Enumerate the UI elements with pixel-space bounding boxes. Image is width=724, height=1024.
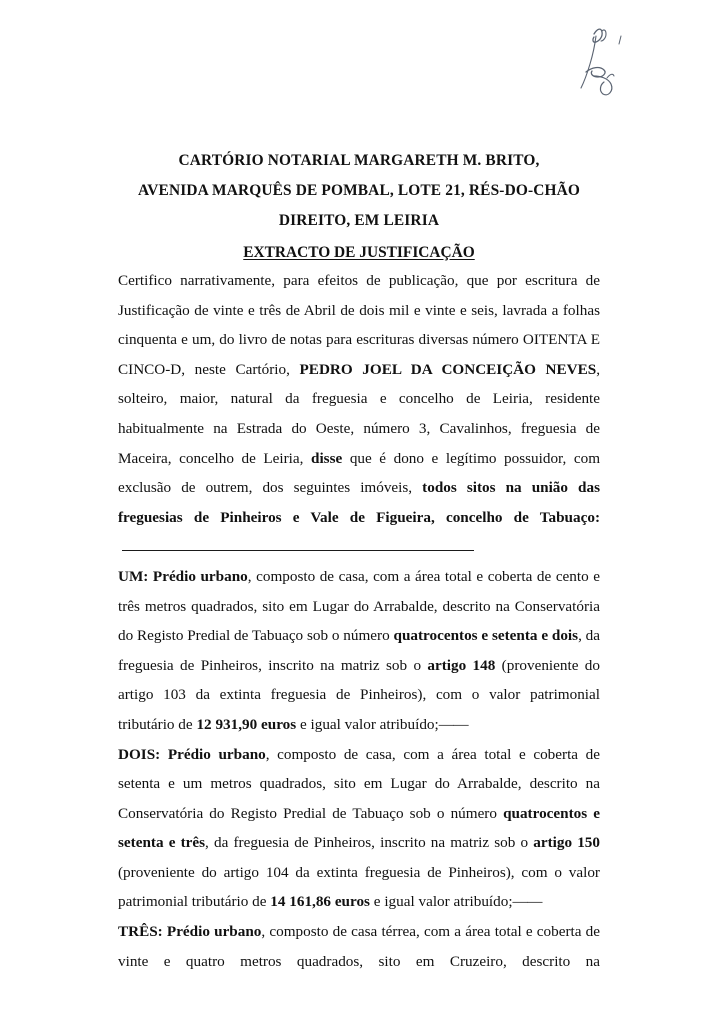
property-description-c: (proveniente do artigo 104 da extinta freguesia de Pinheiros), com o valor patrimonial tributário de: [118, 863, 600, 911]
property-registry-number: quatrocentos e setenta e três: [118, 804, 600, 852]
property-tax-value: 14 161,86 euros: [270, 893, 370, 911]
property-ordinal: DOIS:: [118, 745, 161, 763]
preamble-paragraph: [118, 266, 600, 562]
document-title: EXTRACTO DE JUSTIFICAÇÃO: [243, 244, 475, 261]
property-tax-value: 12 931,90 euros: [196, 715, 297, 733]
property-description-a: , composto de casa, com a área total e coberta de setenta e um metros quadrados, sito em Lugar do Arrabalde, descrito na Conservatória do Registo Predial de Tabuaço sob o número: [118, 745, 600, 822]
justifier-name: PEDRO JOEL DA CONCEIÇÃO NEVES: [299, 360, 597, 378]
property-ordinal: UM:: [118, 567, 149, 585]
property-type: Prédio urbano: [148, 567, 248, 585]
letterhead-line-2: AVENIDA MARQUÊS DE POMBAL, LOTE 21, RÉS-DO-CHÃO: [137, 182, 581, 199]
preamble-text-b: , solteiro, maior, natural da freguesia e concelho de Leiria, residente habitualmente na Estrada do Oeste, número 3, Cavalinhos, freguesia de Maceira, concelho de Leiria,: [118, 360, 600, 467]
preamble-text-a: Certifico narrativamente, para efeitos de publicação, que por escritura de Justificação de vinte e três de Abril de dois mil e vinte e seis, lavrada a folhas cinquenta e um, do livro de notas para escrituras diversas número OITENTA E CINCO-D, neste Cartório,: [118, 272, 600, 378]
blank-fill-rule: [122, 538, 474, 551]
property-entry-3: [118, 917, 600, 976]
letterhead: [118, 146, 600, 268]
letterhead-line-3: DIREITO, EM LEIRIA: [278, 212, 440, 229]
property-description-c: (proveniente do artigo 103 da extinta freguesia de Pinheiros), com o valor patrimonial tributário de: [118, 656, 600, 733]
preamble-text-c: que é dono e legítimo possuidor, com exclusão de outrem, dos seguintes imóveis,: [118, 449, 601, 497]
property-matrix-article: artigo 148: [427, 656, 496, 674]
preamble-text-d: :: [594, 508, 600, 526]
property-description-d: e igual valor atribuído;: [369, 893, 513, 911]
declaration-verb: disse: [311, 449, 343, 467]
property-description-d: e igual valor atribuído;: [296, 715, 439, 733]
property-entry-1: [118, 562, 600, 740]
properties-location: todos sitos na união das freguesias de Pinheiros e Vale de Figueira, concelho de Tabuaço: [118, 479, 601, 526]
property-type: Prédio urbano: [162, 923, 262, 941]
property-ordinal: TRÊS:: [118, 923, 163, 941]
property-description-b: , da freguesia de Pinheiros, inscrito na matriz sob o: [205, 834, 534, 852]
handwritten-signature-mark: [566, 14, 646, 100]
document-body: [118, 266, 600, 976]
property-registry-number: quatrocentos e setenta e dois: [393, 627, 579, 645]
property-entry-2: [118, 740, 600, 918]
property-description-a: , composto de casa, com a área total e coberta de cento e três metros quadrados, sito em Lugar do Arrabalde, descrito na Conservatória do Registo Predial de Tabuaço sob o número: [118, 567, 600, 645]
letterhead-line-1: CARTÓRIO NOTARIAL MARGARETH M. BRITO,: [178, 152, 540, 169]
property-description-a: , composto de casa térrea, com a área total e coberta de vinte e quatro metros quadrados, sito em Cruzeiro, descrito na: [118, 923, 600, 970]
property-type: Prédio urbano: [160, 745, 266, 763]
property-end-dash: ——: [438, 715, 469, 733]
property-description-b: , da freguesia de Pinheiros, inscrito na matriz sob o: [118, 627, 601, 674]
property-end-dash: ——: [512, 893, 542, 911]
property-matrix-article: artigo 150: [533, 834, 600, 852]
